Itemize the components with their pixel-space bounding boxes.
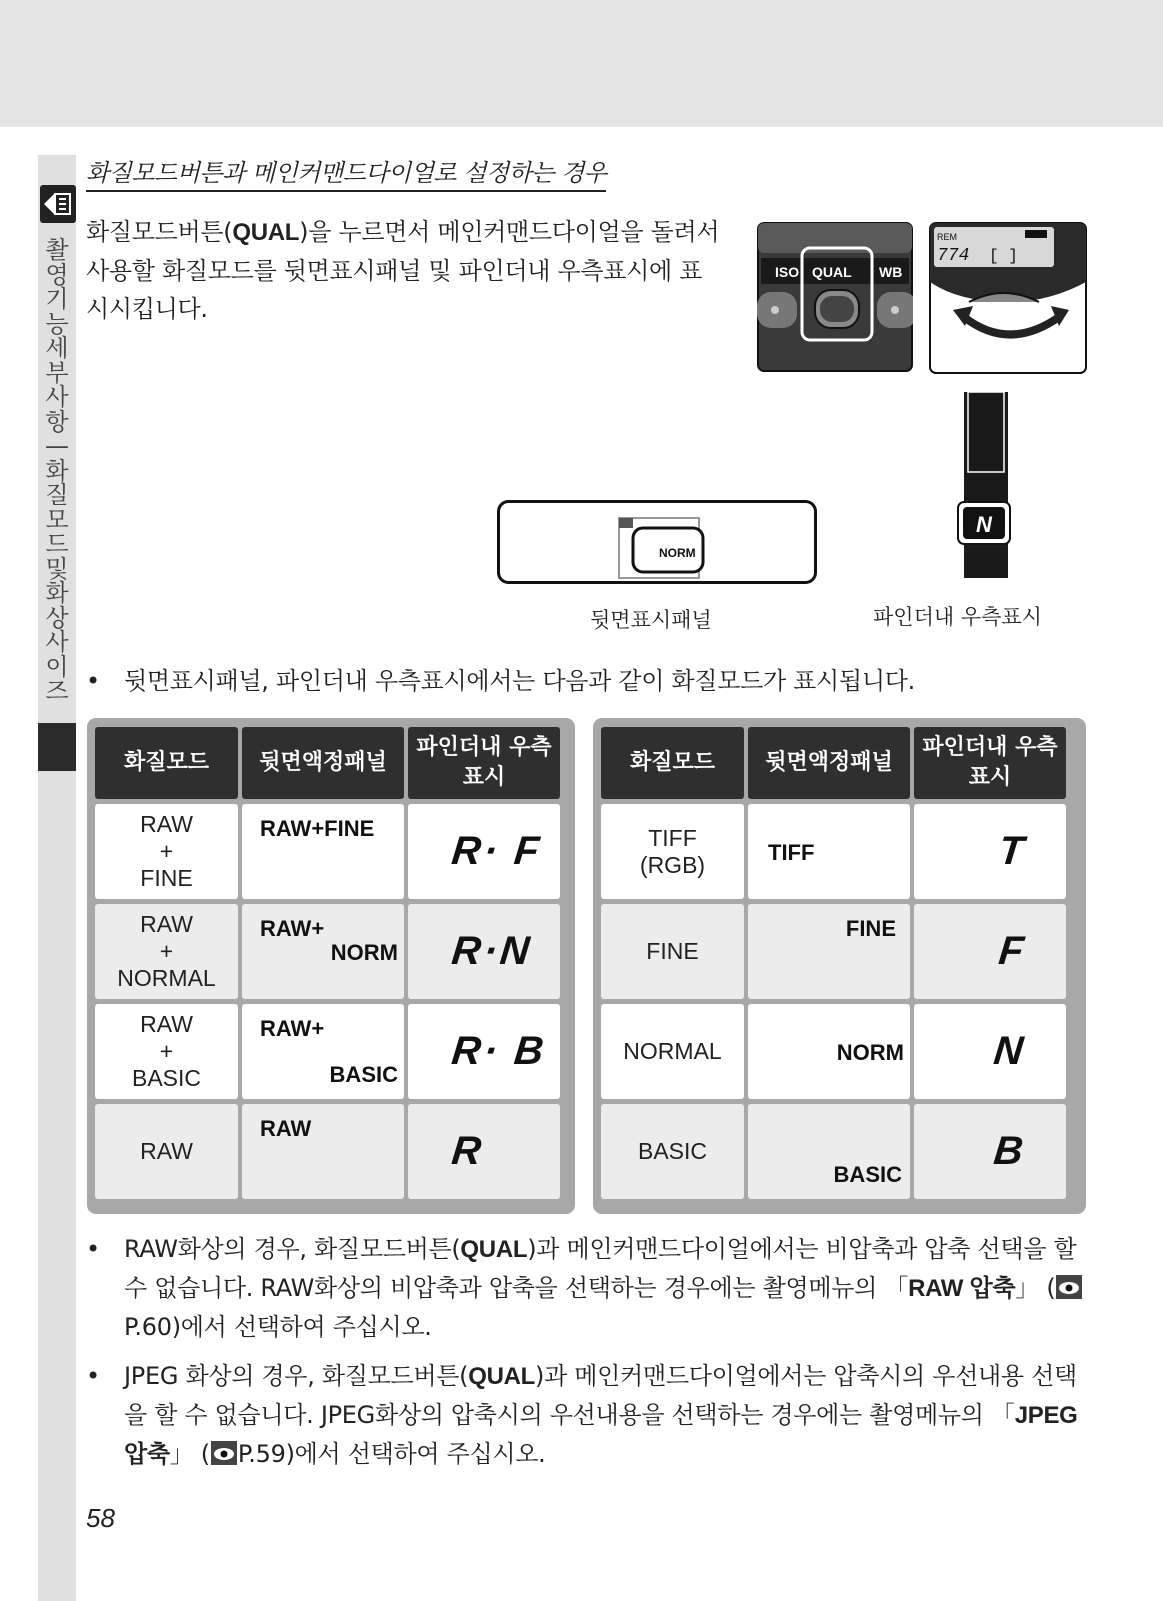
viewfinder-display-cell [408,904,560,999]
panel-text: NORM [836,1040,904,1065]
panel-display-cell [242,1104,404,1199]
viewfinder-segment-text: R [449,1129,487,1173]
sidebar-char: 화 [45,579,69,607]
viewfinder-segment-text: T [996,829,1029,873]
viewfinder-quality-char: N [976,512,992,537]
panel-display-cell [748,804,910,899]
panel-display-cell [242,904,404,999]
sidebar-char: 드 [45,530,69,558]
quality-mode-text: (RGB) [639,851,706,878]
sidebar-char: 이 [45,652,69,681]
quality-mode-text: + [159,1038,174,1064]
quality-mode-text: + [159,938,174,964]
sidebar-chapter-title [42,238,72,704]
viewfinder-display-cell [408,1004,560,1099]
table-header: 파인더내 우측표시 [408,727,560,799]
sidebar-char: 모 [45,505,69,534]
sidebar-char: 사 [45,383,69,411]
panel-text: BASIC [329,1062,398,1087]
quality-mode-cell [601,804,744,899]
quality-table-left [87,718,575,1214]
quality-mode-cell [95,1004,238,1099]
table-header: 뒷면액정패널 [242,727,404,799]
panel-text: NORM [330,940,398,965]
quality-mode-text: NORMAL [623,1038,722,1064]
rem-label: REM [937,232,957,242]
camera-qual-button-figure [757,222,913,372]
quality-mode-text: RAW [140,811,193,837]
viewfinder-segment-text: R· F [449,829,545,873]
page-ref-eye-icon [1055,1274,1083,1300]
quality-mode-cell [95,904,238,999]
quality-mode-text: BASIC [637,1138,708,1164]
quality-mode-text: RAW [140,1011,193,1037]
viewfinder-display-cell [408,1104,560,1199]
sidebar-char: 상 [45,603,69,632]
viewfinder-segment-text: B [991,1129,1029,1173]
quality-mode-cell [95,1104,238,1199]
viewfinder-segment-text: R· B [449,1029,549,1073]
section-tab-marker [38,723,76,771]
table-header: 뒷면액정패널 [748,727,910,799]
viewfinder-display-cell [914,804,1066,899]
sidebar-char: 세 [45,334,69,362]
viewfinder-segment-text: R·N [449,929,535,973]
quality-mode-cell [601,904,744,999]
viewfinder-display-figure [956,392,1012,578]
quality-mode-text: NORMAL [117,965,216,991]
quality-mode-cell [601,1104,744,1199]
viewfinder-display-cell [408,804,560,899]
panel-text: FINE [845,916,896,941]
top-band [0,0,1163,127]
menu-ref-jpeg: JPEG 압축 [124,1402,1078,1468]
sidebar-char: — [45,432,69,460]
viewfinder-segment-text: N [991,1029,1029,1073]
sidebar-char: 부 [45,358,69,387]
panel-display-cell [242,804,404,899]
rear-control-panel-figure [497,500,817,584]
page-ref-link[interactable]: P.59 [237,1440,286,1468]
panel-text: RAW+ [260,1016,325,1041]
panel-display-cell [242,1004,404,1099]
table-header: 화질모드 [601,727,744,799]
panel-display-cell [748,904,910,999]
quality-mode-text: FINE [140,865,193,891]
sidebar-char: 질 [45,481,69,509]
page-ref-eye-icon [210,1440,238,1466]
intro-paragraph: 화질모드버튼(QUAL)을 누르면서 메인커맨드다이얼을 돌려서 사용할 화질모드를 뒷면표시패널 및 파인더내 우측표시에 표시시킵니다. [86,218,720,323]
quality-mode-cell [95,804,238,899]
table-header: 화질모드 [95,727,238,799]
quality-mode-text: FINE [646,938,699,964]
sidebar-char: 기 [45,285,69,313]
bullet-text: JPEG 화상의 경우, 화질모드버튼(QUAL)과 메인커맨드다이얼에서는 압축시의 우선내용 선택을 할 수 없습니다. JPEG화상의 압축시의 우선내용을 선택하는 경우에는 촬영메뉴의 「JPEG 압축」 ( P.59)에서 선택하여 주십시오. [124,1362,1078,1468]
panel-display-cell [748,1004,910,1099]
viewfinder-segment-text: F [996,929,1029,973]
table-header: 파인더내 우측표시 [914,727,1066,799]
bullet-text: 뒷면표시패널, 파인더내 우측표시에서는 다음과 같이 화질모드가 표시됩니다. [124,667,915,695]
quality-mode-text: TIFF [648,824,697,851]
panel-text: RAW [260,1116,312,1141]
panel-text: TIFF [768,840,815,865]
viewfinder-display-cell [914,1004,1066,1099]
bullet-dot: • [86,1235,100,1263]
panel-display-cell [748,1104,910,1199]
quality-table-right [593,718,1086,1214]
viewfinder-display-cell [914,1104,1066,1199]
sidebar-char: 및 [45,554,69,583]
viewfinder-display-cell [914,904,1066,999]
page-number: 58 [86,1503,115,1533]
sidebar-char: 영 [45,260,69,289]
quality-mode-text: BASIC [131,1065,202,1091]
section-title: 화질모드버튼과 메인커맨드다이얼로 설정하는 경우 [86,153,606,192]
sidebar-char: 촬 [45,236,69,264]
panel-text: RAW+ [260,916,325,941]
bullet-text: RAW화상의 경우, 화질모드버튼(QUAL)과 메인커맨드다이얼에서는 비압축과 압축 선택을 할 수 없습니다. RAW화상의 비압축과 압축을 선택하는 경우에는 촬영메뉴의 「RAW 압축」 (P.60)에서 선택하여 주십시오. [124,1230,1086,1346]
iso-label: ISO [775,264,800,280]
menu-ref-raw: RAW 압축 [908,1275,1016,1302]
quality-mode-cell [601,1004,744,1099]
quality-mode-text: RAW [140,911,193,937]
wb-label: WB [879,264,903,280]
panel-norm-indicator: NORM [659,546,696,560]
camera-command-dial-figure [929,222,1087,374]
quality-mode-text: + [159,838,174,864]
quality-mode-text: RAW [140,1138,193,1164]
bullet-dot: • [86,667,100,695]
sidebar-char: 사 [45,628,69,656]
page-ref-link[interactable]: P.60 [124,1313,172,1341]
bullet-dot: • [86,1362,100,1390]
viewfinder-caption: 파인더내 우측표시 [873,605,1042,629]
panel-text: BASIC [833,1162,902,1187]
sidebar-char: 항 [45,407,69,436]
sidebar-char: 화 [45,456,69,485]
sidebar-char: 즈 [45,677,69,705]
qual-label: QUAL [812,264,852,280]
sidebar-char: 능 [45,309,69,338]
panel-text: RAW+FINE [260,816,375,841]
frame-count: 774 [937,246,970,266]
lcd-bracket: [ ] [989,247,1018,265]
rear-panel-caption: 뒷면표시패널 [590,608,712,632]
shooting-menu-icon [40,185,76,223]
